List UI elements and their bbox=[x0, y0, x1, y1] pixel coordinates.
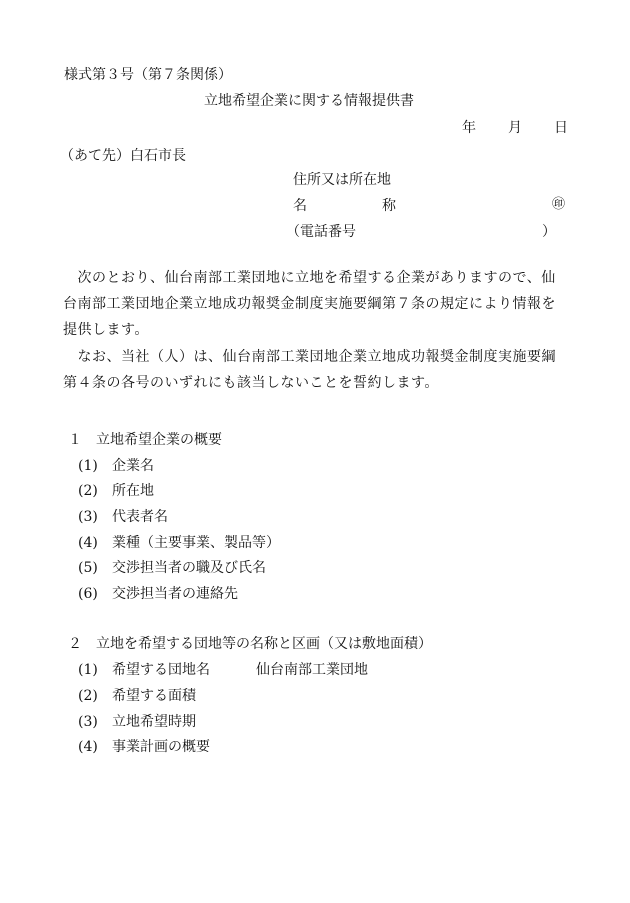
item-label: 希望する団地名 bbox=[112, 662, 210, 678]
item-number: (1) bbox=[78, 662, 98, 678]
applicant-address-label: 住所又は所在地 bbox=[293, 172, 391, 188]
item-number: (5) bbox=[78, 560, 98, 576]
applicant-name-label-second: 称 bbox=[382, 198, 396, 214]
list-item bbox=[78, 561, 266, 575]
list-item bbox=[78, 510, 168, 524]
paragraph-line: 提供します。 bbox=[63, 322, 149, 338]
item-label: 交渉担当者の連絡先 bbox=[112, 586, 238, 602]
paragraph-line: なお、当社（人）は、仙台南部工業団地企業立地成功報奨金制度実施要綱 bbox=[63, 349, 556, 365]
document-title: 立地希望企業に関する情報提供書 bbox=[204, 93, 414, 109]
section-heading bbox=[68, 433, 222, 447]
list-item bbox=[78, 663, 368, 677]
item-number: (2) bbox=[78, 688, 98, 704]
body-paragraph-2 bbox=[63, 344, 570, 396]
item-number: (3) bbox=[78, 714, 98, 730]
item-label: 企業名 bbox=[112, 458, 154, 474]
phone-number-close-paren: ） bbox=[542, 224, 556, 240]
item-label: 希望する面積 bbox=[112, 688, 196, 704]
body-paragraph-1 bbox=[63, 265, 570, 343]
item-number: (4) bbox=[78, 535, 98, 551]
list-item bbox=[78, 689, 196, 703]
paragraph-line: 台南部工業団地企業立地成功報奨金制度実施要綱第７条の規定により情報を bbox=[63, 296, 556, 312]
item-label: 事業計画の概要 bbox=[112, 739, 210, 755]
list-item bbox=[78, 484, 154, 498]
list-item bbox=[78, 536, 280, 550]
item-label: 業種（主要事業、製品等） bbox=[112, 535, 280, 551]
seal-icon: ㊞ bbox=[552, 197, 566, 212]
paragraph-line: 第４条の各号のいずれにも該当しないことを誓約します。 bbox=[63, 375, 439, 391]
item-label: 交渉担当者の職及び氏名 bbox=[112, 560, 266, 576]
item-number: (3) bbox=[78, 509, 98, 525]
section-title: 立地希望企業の概要 bbox=[96, 432, 222, 448]
date-year-label: 年 bbox=[462, 120, 476, 136]
item-label: 所在地 bbox=[112, 483, 154, 499]
addressee: （あて先）白石市長 bbox=[60, 148, 186, 164]
section-number: １ bbox=[68, 432, 82, 448]
applicant-name-label-first: 名 bbox=[293, 198, 307, 214]
form-number: 様式第３号（第７条関係） bbox=[64, 67, 232, 83]
date-month-label: 月 bbox=[508, 120, 522, 136]
list-item bbox=[78, 715, 196, 729]
section-number: ２ bbox=[68, 636, 82, 652]
paragraph-line: 次のとおり、仙台南部工業団地に立地を希望する企業がありますので、仙 bbox=[63, 270, 556, 286]
list-item bbox=[78, 459, 154, 473]
list-item bbox=[78, 587, 238, 601]
date-day-label: 日 bbox=[554, 120, 568, 136]
list-item bbox=[78, 740, 210, 754]
item-value: 仙台南部工業団地 bbox=[256, 662, 368, 678]
item-label: 立地希望時期 bbox=[112, 714, 196, 730]
item-number: (1) bbox=[78, 458, 98, 474]
section-heading bbox=[68, 637, 432, 651]
section-title: 立地を希望する団地等の名称と区画（又は敷地面積） bbox=[96, 636, 432, 652]
item-number: (6) bbox=[78, 586, 98, 602]
item-number: (2) bbox=[78, 483, 98, 499]
item-number: (4) bbox=[78, 739, 98, 755]
phone-number-label: （電話番号 bbox=[286, 224, 356, 240]
item-label: 代表者名 bbox=[112, 509, 168, 525]
